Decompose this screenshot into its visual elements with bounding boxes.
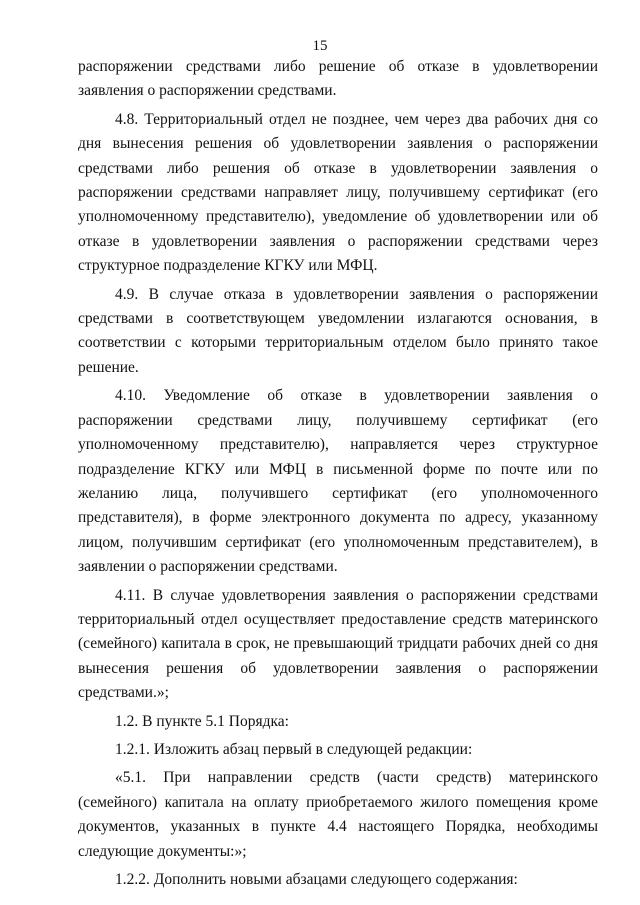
paragraph-1-2-2: 1.2.2. Дополнить новыми абзацами следующего содержания: bbox=[115, 871, 518, 888]
paragraph-4-9: 4.9. В случае отказа в удовлетворении заявления о распоряжении средствами в соответствующем уведомлении излагаются основания, в соответствии с которыми территориальным отделом было принято такое решение. bbox=[78, 285, 598, 376]
paragraph-1-2-1: 1.2.1. Изложить абзац первый в следующей редакции: bbox=[115, 740, 473, 758]
paragraph-continuation: распоряжении средствами либо решение об отказе в удовлетворении заявления о распоряжении средствами. bbox=[78, 58, 598, 100]
paragraph-1-2: 1.2. В пункте 5.1 Порядка: bbox=[115, 712, 289, 730]
paragraph-5-1: «5.1. При направлении средств (части средств) материнского (семейного) капитала на оплату приобретаемого жилого помещения кроме документов, указанных в пункте 4.4 настоящего Порядка, необходимы следующие документы:»; bbox=[78, 769, 598, 860]
paragraph-4-11: 4.11. В случае удовлетворения заявления о распоряжении средствами территориальный отдел осуществляет предоставление средств материнского (семейного) капитала в срок, не превышающий тридцати рабочих дней со дня вынесения решения об удовлетворении заявления о распоряжении средствами.»; bbox=[78, 586, 598, 702]
page-number: 15 bbox=[312, 38, 328, 54]
paragraph-4-10: 4.10. Уведомление об отказе в удовлетворении заявления о распоряжении средствами лицу, получившему сертификат (его уполномоченному представителю), направляется через структурное подразделение КГКУ или МФЦ в письменной форме по почте или по желанию лица, получившего сертификат (его уполномоченного представителя), в форме электронного документа по адресу, указанному лицом, получившим сертификат (его уполномоченным представителем), в заявлении о распоряжении средствами. bbox=[78, 387, 598, 576]
document-body bbox=[78, 55, 598, 892]
paragraph-4-8: 4.8. Территориальный отдел не позднее, чем через два рабочих дня со дня вынесения решения об удовлетворении заявления о распоряжении средствами либо решения об отказе в удовлетворении заявления о распоряжении средствами направляет лицу, получившему сертификат (его уполномоченному представителю), уведомление об удовлетворении или об отказе в удовлетворении заявления о распоряжении средствами через структурное подразделение КГКУ или МФЦ. bbox=[78, 110, 598, 275]
